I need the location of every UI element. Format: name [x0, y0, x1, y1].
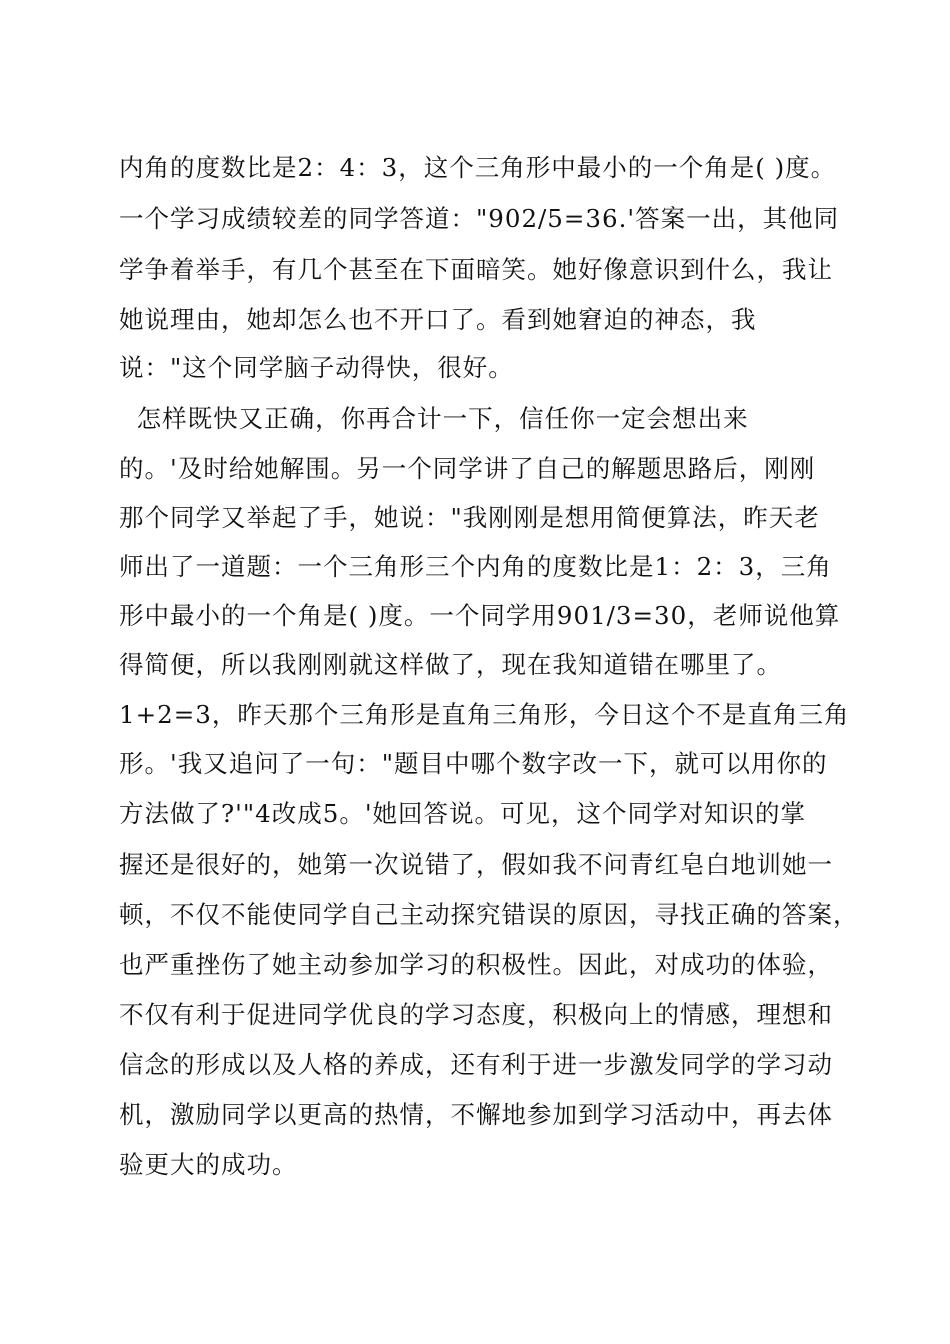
text-line: 信念的形成以及人格的养成，还有利于进一步激发同学的学习动 [119, 1050, 833, 1079]
text-line: 形中最小的一个角是( )度。一个同学用901/3=30，老师说他算 [119, 601, 841, 630]
text-line: 形。'我又追问了一句："题目中哪个数字改一下，就可以用你的 [119, 749, 828, 778]
text-line: 得简便，所以我刚刚就这样做了，现在我知道错在哪里了。 [119, 650, 782, 679]
text-line: 不仅有利于促进同学优良的学习态度，积极向上的情感，理想和 [119, 1000, 833, 1029]
text-line: 她说理由，她却怎么也不开口了。看到她窘迫的神态，我 [119, 305, 757, 334]
text-line: 的。'及时给她解围。另一个同学讲了自己的解题思路后，刚刚 [119, 454, 816, 483]
text-line: 学争着举手，有几个甚至在下面暗笑。她好像意识到什么，我让 [119, 255, 833, 284]
text-line: 内角的度数比是2：4：3，这个三角形中最小的一个角是( )度。 [119, 153, 837, 182]
text-line: 方法做了?'"4改成5。'她回答说。可见，这个同学对知识的掌 [119, 799, 807, 828]
text-line: 那个同学又举起了手，她说："我刚刚是想用简便算法，昨天老 [119, 503, 820, 532]
text-line: 机，激励同学以更高的热情，不懈地参加到学习活动中，再去体 [119, 1100, 833, 1129]
text-line: 握还是很好的，她第一次说错了，假如我不问青红皂白地训她一 [119, 850, 833, 879]
text-line: 顿，不仅不能使同学自己主动探究错误的原因，寻找正确的答案， [119, 900, 859, 929]
text-line: 说："这个同学脑子动得快，很好。 [119, 353, 514, 382]
text-line: 师出了一道题：一个三角形三个内角的度数比是1：2：3，三角 [119, 552, 832, 581]
text-line: 验更大的成功。 [119, 1150, 298, 1179]
text-line: 1+2=3，昨天那个三角形是直角三角形，今日这个不是直角三角 [119, 700, 850, 729]
text-line: 一个学习成绩较差的同学答道："902/5=36.'答案一出，其他同 [119, 204, 840, 233]
text-line: 也严重挫伤了她主动参加学习的积极性。因此，对成功的体验， [119, 950, 833, 979]
text-line: 怎样既快又正确，你再合计一下，信任你一定会想出来 [119, 404, 749, 433]
